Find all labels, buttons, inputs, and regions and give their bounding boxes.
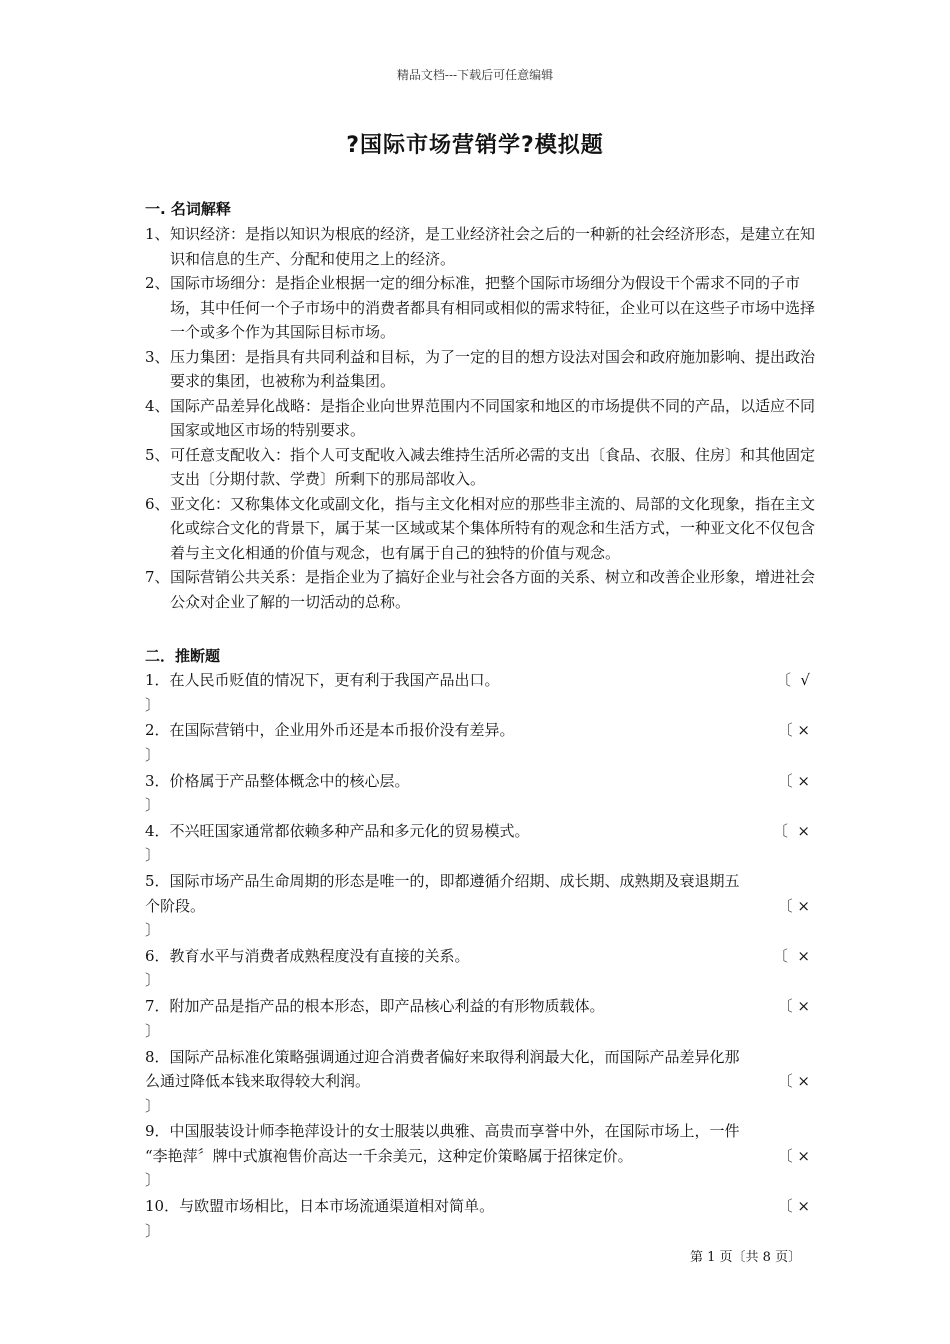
page-number-footer: 第 1 页〔共 8 页〕 [690, 1250, 802, 1265]
judgment-item [145, 819, 810, 868]
definition-item [145, 345, 825, 394]
definition-text: 亚文化：又称集体文化或副文化，指与主文化相对应的那些非主流的、局部的文化现象，指在主文化或综合文化的背景下，属于某一区域或某个集体所特有的观念和生活方式，一种亚文化不仅包含着与主文化相通的价值与观念，也有属于自己的独特的价值与观念。 [170, 494, 816, 562]
definition-number: 5、 [145, 445, 170, 464]
judgment-answer: 〔 √ [775, 671, 810, 689]
judgment-answer: 〔 × [777, 1197, 810, 1216]
definition-number: 6、 [145, 494, 170, 513]
judgment-answer: 〔 × [777, 997, 810, 1016]
judgment-statement: 1．在人民币贬值的情况下，更有利于我国产品出口。 [145, 671, 500, 689]
definition-item [145, 492, 825, 566]
judgment-item [145, 1119, 810, 1193]
definition-text: 国际营销公共关系：是指企业为了搞好企业与社会各方面的关系、树立和改善企业形象，增进社会公众对企业了解的一切活动的总称。 [170, 568, 816, 611]
judgment-answer: 〔 × [777, 896, 810, 915]
judgment-answer: 〔 × [777, 1146, 810, 1165]
judgment-statement: 3．价格属于产品整体概念中的核心层。 [145, 771, 410, 790]
judgment-answer: 〔 × [777, 721, 810, 740]
judgment-statement: 5．国际市场产品生命周期的形态是唯一的，即都遵循介绍期、成长期、成熟期及衰退期五 [145, 872, 740, 891]
judgment-answer: 〔 × [772, 946, 810, 965]
judgment-statement: 2．在国际营销中，企业用外币还是本币报价没有差异。 [145, 721, 515, 740]
definition-text: 压力集团：是指具有共同利益和目标，为了一定的目的想方设法对国会和政府施加影响、提出政治要求的集团，也被称为利益集团。 [170, 347, 816, 390]
judgment-statement: 7．附加产品是指产品的根本形态，即产品核心利益的有形物质载体。 [145, 997, 605, 1016]
judgment-close-bracket: 〕 [145, 971, 161, 990]
definition-text: 国际产品差异化战略：是指企业向世界范围内不同国家和地区的市场提供不同的产品，以适应不同国家或地区市场的特别要求。 [170, 396, 816, 439]
judgment-close-bracket: 〕 [145, 1096, 161, 1115]
definition-text: 可任意支配收入：指个人可支配收入减去维持生活所必需的支出〔食品、衣服、住房〕和其他固定支出〔分期付款、学费〕所剩下的那局部收入。 [170, 445, 816, 488]
definition-item [145, 271, 825, 345]
judgment-item [145, 869, 810, 943]
judgment-answer: 〔 × [777, 771, 810, 790]
judgment-item [145, 718, 810, 767]
judgment-statement: 10．与欧盟市场相比，日本市场流通渠道相对简单。 [145, 1197, 495, 1216]
judgment-close-bracket: 〕 [145, 1221, 161, 1240]
definition-number: 3、 [145, 347, 170, 366]
definition-number: 7、 [145, 568, 170, 586]
judgment-answer: 〔 × [772, 821, 810, 840]
judgment-close-bracket: 〕 [145, 745, 161, 764]
document-title: ?国际市场营销学?模拟题 [346, 133, 604, 158]
judgment-answer: 〔 × [777, 1072, 810, 1091]
definition-item [145, 394, 825, 443]
header-note: 精品文档---下载后可任意编辑 [396, 68, 554, 82]
judgment-item [145, 668, 810, 717]
judgment-list [145, 668, 810, 1244]
judgment-item [145, 944, 810, 993]
judgment-item [145, 1045, 810, 1119]
definition-text: 知识经济：是指以知识为根底的经济，是工业经济社会之后的一种新的社会经济形态，是建立在知识和信息的生产、分配和使用之上的经济。 [170, 225, 816, 268]
judgment-item [145, 1194, 810, 1243]
judgment-statement: 8．国际产品标准化策略强调通过迎合消费者偏好来取得利润最大化，而国际产品差异化那 [145, 1047, 740, 1066]
judgment-statement-continued: “李艳萍〞牌中式旗袍售价高达一千余美元，这种定价策略属于招徕定价。 [145, 1146, 633, 1165]
judgment-close-bracket: 〕 [145, 695, 161, 714]
judgment-statement: 9．中国服装设计师李艳萍设计的女士服装以典雅、高贵而享誉中外，在国际市场上，一件 [145, 1122, 740, 1141]
judgment-close-bracket: 〕 [145, 1021, 161, 1040]
judgment-close-bracket: 〕 [145, 921, 161, 940]
definition-item [145, 565, 825, 614]
definition-item [145, 222, 825, 271]
definition-number: 4、 [145, 396, 170, 415]
judgment-statement-continued: 个阶段。 [145, 896, 206, 915]
judgment-item [145, 994, 810, 1043]
definition-item [145, 443, 825, 492]
definition-number: 2、 [145, 274, 170, 292]
judgment-close-bracket: 〕 [145, 846, 161, 865]
judgment-close-bracket: 〕 [145, 1171, 161, 1190]
judgment-statement: 6．教育水平与消费者成熟程度没有直接的关系。 [145, 946, 470, 965]
judgment-item [145, 769, 810, 818]
judgment-statement-continued: 么通过降低本钱来取得较大利润。 [145, 1072, 371, 1091]
judgment-statement: 4．不兴旺国家通常都依赖多种产品和多元化的贸易模式。 [145, 821, 530, 840]
definitions-list [145, 222, 825, 614]
section-heading-definitions: 一. 名词解释 [145, 200, 231, 218]
definition-text: 国际市场细分：是指企业根据一定的细分标准，把整个国际市场细分为假设干个需求不同的子市场，其中任何一个子市场中的消费者都具有相同或相似的需求特征，企业可以在这些子市场中选择一个或多个作为其国际目标市场。 [170, 274, 816, 341]
definition-number: 1、 [145, 225, 170, 243]
judgment-close-bracket: 〕 [145, 796, 161, 815]
section-heading-judgment: 二．推断题 [145, 647, 221, 665]
